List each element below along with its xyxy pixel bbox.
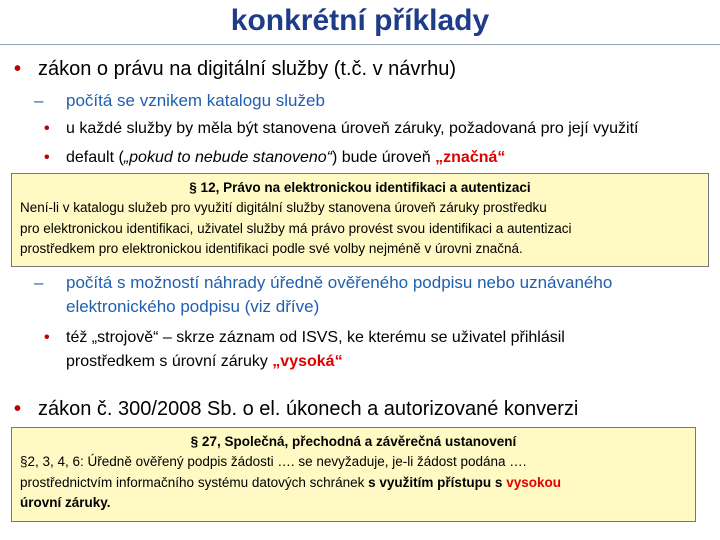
bullet-marker: • — [14, 58, 22, 80]
sub-assurance-level-per-service: u každé služby by měla být stanovena úroveň záruky, požadovaná pro její využití — [66, 120, 639, 137]
sub-catalog-of-services: počítá se vznikem katalogu služeb — [66, 91, 325, 110]
law-quote-box-27 — [11, 427, 696, 522]
level-high: „vysoká“ — [272, 353, 343, 370]
quote-line: prostředkem pro elektronickou identifikaci podle své volby nejméně v úrovni značná. — [20, 241, 523, 256]
quote-text: prostřednictvím informačního systému datových schránek — [20, 474, 369, 490]
bullet-electronic-acts-law: zákon č. 300/2008 Sb. o el. úkonech a autorizované konverzi — [38, 398, 579, 420]
quote-heading: § 27, Společná, přechodná a závěrečná ustanovení — [190, 434, 517, 449]
default-italic: „pokud to nebude stanoveno“ — [123, 149, 332, 166]
bullet-marker: • — [44, 329, 50, 346]
quote-line: úrovní záruky. — [20, 495, 111, 510]
default-suffix: ) bude úroveň — [331, 149, 436, 166]
sub-signature-replacement-2: elektronického podpisu (viz dříve) — [66, 297, 320, 316]
quote-heading: § 12, Právo na elektronickou identifikaci a autentizaci — [189, 180, 531, 195]
quote-line: pro elektronickou identifikaci, uživatel služby má právo provést svou identifikaci a autentizaci — [20, 220, 572, 236]
quote-bold: s využitím přístupu s — [368, 474, 507, 490]
bullet-marker: • — [44, 120, 50, 137]
sub-default-level — [66, 149, 505, 167]
level-high-quote: vysokou — [506, 474, 561, 490]
bullet-marker: • — [14, 398, 22, 420]
dash-marker: – — [34, 273, 44, 292]
sub-machine-readable-2 — [66, 353, 343, 371]
law-quote-box-12 — [11, 173, 709, 267]
bullet-marker: • — [44, 149, 50, 166]
sub-signature-replacement-1: počítá s možností náhrady úředně ověřeného podpisu nebo uznávaného — [66, 273, 613, 292]
bullet-digital-services-law: zákon o právu na digitální služby (t.č. v návrhu) — [38, 58, 456, 80]
quote-line: §2, 3, 4, 6: Úředně ověřený podpis žádosti …. se nevyžaduje, je-li žádost podána …. — [20, 454, 527, 469]
title-divider — [0, 44, 720, 45]
default-prefix: default ( — [66, 149, 124, 166]
sub-machine-readable-1: též „strojově“ – skrze záznam od ISVS, ke kterému se uživatel přihlásil — [66, 329, 565, 346]
level-prefix: prostředkem s úrovní záruky — [66, 353, 273, 370]
level-significant: „značná“ — [435, 149, 506, 166]
quote-line — [20, 473, 687, 494]
page-title: konkrétní příklady — [230, 4, 490, 37]
dash-marker: – — [34, 91, 44, 110]
quote-line: Není-li v katalogu služeb pro využití digitální služby stanovena úroveň záruky prostředku — [20, 200, 547, 215]
